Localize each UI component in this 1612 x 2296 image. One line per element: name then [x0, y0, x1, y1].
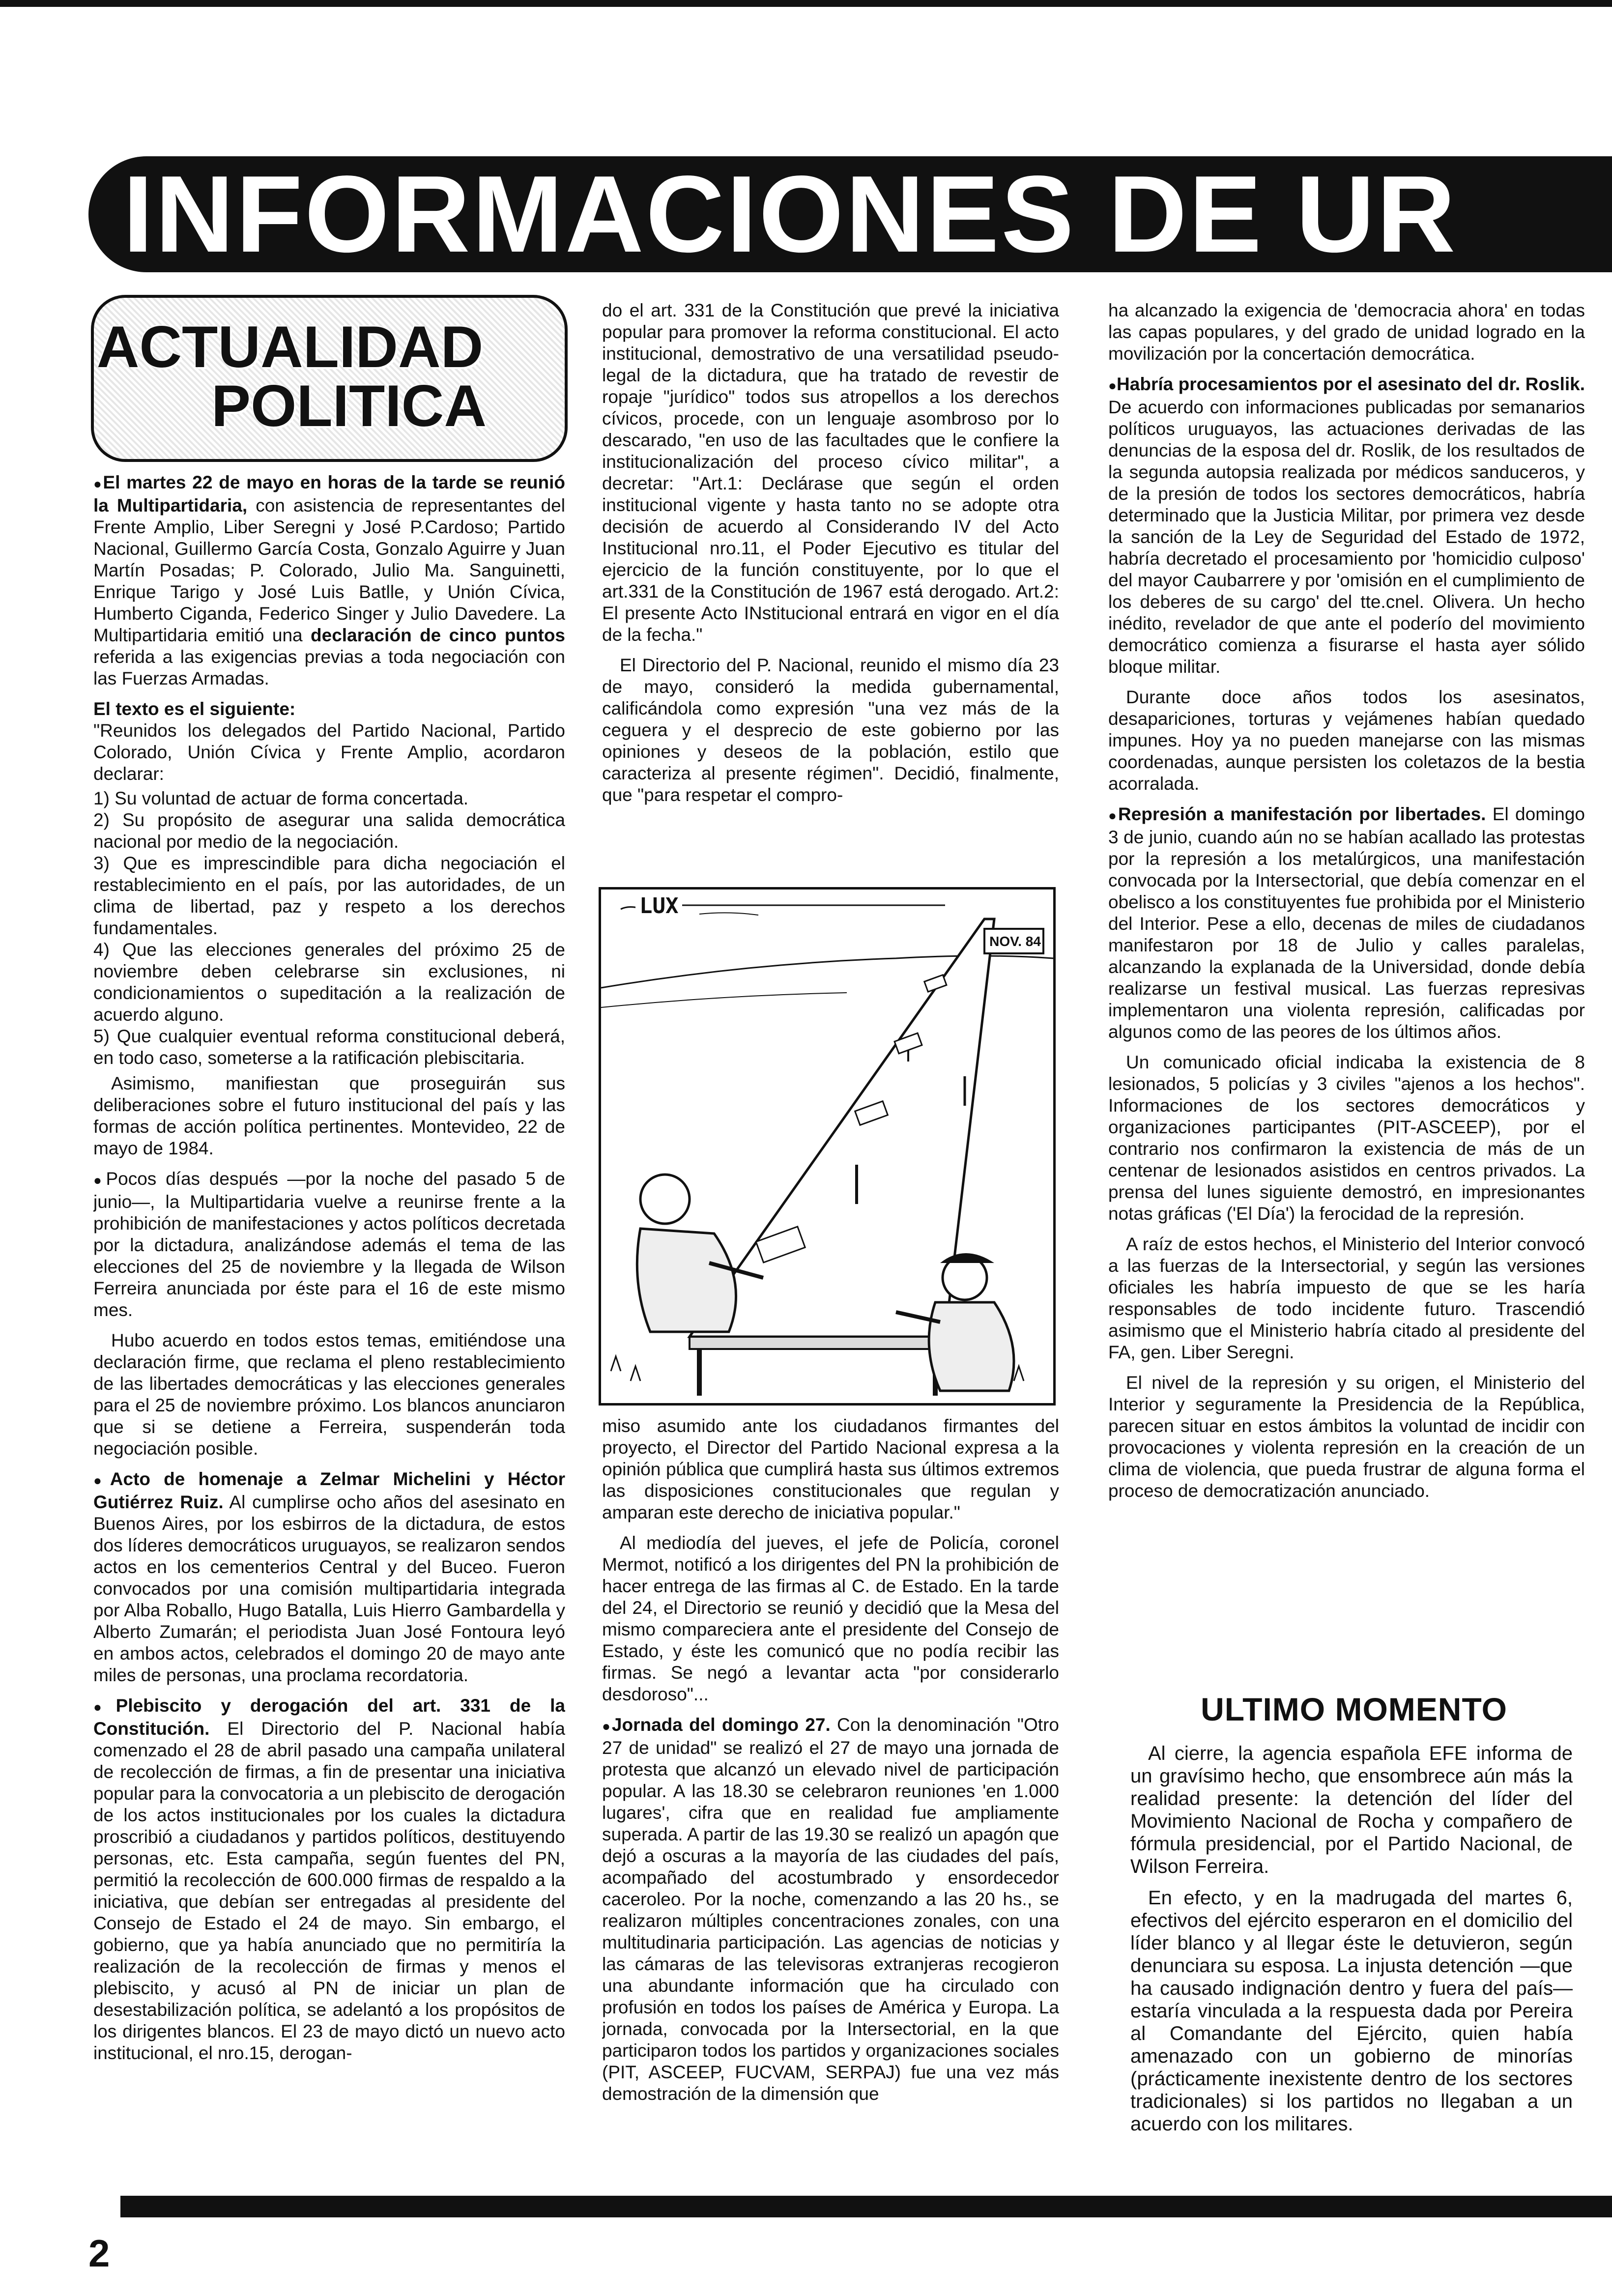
article-paragraph — [93, 1468, 565, 1686]
article-text: El Directorio del P. Nacional había comenzado el 28 de abril pasado una campaña unilateral de recolección de firmas, a fin de presentar una iniciativa popular para la convocatoria a un plebiscito de derogación de los actos institucionales por los cuales la dictadura proscribió a ciudadanos y partidos políticos, destituyendo personas, etc. Esta campaña, según fuentes del PN, permitió la recolección de 600.000 firmas de respaldo a la iniciativa, que debían ser entregadas al presidente del Consejo de Estado el 24 de mayo. Sin embargo, el gobierno, que ya había anunciado que no permitiría la realización de la recolección de firmas y menos el plebiscito, y acusó al PN de iniciar un plan de desestabilización política, se adelantó a los propósitos de los dirigentes blancos. El 23 de mayo dictó un nuevo acto institucional, el nro.15, derogan- — [93, 1719, 565, 2063]
article-paragraph — [93, 1695, 565, 2064]
article-text: Al cumplirse ocho años del asesinato en Buenos Aires, por los esbirros de la dictadura, de estos dos líderes democráticos uruguayos, se realizaron sendos actos en los cementerios Central y del Buceo. Fueron convocados por una comisión multipartidaria integrada por Alba Roballo, Hugo Batalla, Luis Hierro Gambardella y Alberto Zumarán; el periodista Juan José Fontoura leyó en ambos actos, celebrados el domingo 20 de mayo ante miles de personas, una proclama recordatoria. — [93, 1492, 565, 1685]
cartoon-calendar-tag: NOV. 84 — [989, 934, 1041, 949]
article-lead: ● Plebiscito y derogación del art. 331 de la Constitución. — [93, 1695, 565, 1739]
list-item: 5) Que cualquier eventual reforma constitucional deberá, en todo caso, someterse a la ratificación plebiscitaria. — [93, 1026, 565, 1068]
article-text: referida a las exigencias previas a toda negociación con las Fuerzas Armadas. — [93, 647, 565, 689]
list-item: 2) Su propósito de asegurar una salida democrática nacional por medio de la negociación. — [93, 810, 565, 852]
list-item: 3) Que es imprescindible para dicha negociación el restablecimiento en el país, por las autoridades, de un clima de libertad, paz y respeto a los derechos fundamentales. — [93, 853, 565, 938]
article-paragraph: En efecto, y en la madrugada del martes 6, efectivos del ejército esperaron en el domicilio del líder blanco y al llegar éste le detuvieron, según denunciara su esposa. La injusta detención —que ha causado indignación dentro y fuera del país— estaría vinculada a la respuesta dada por Pereira al Comandante del Ejército, quien había amenazado con un gobierno de minorías (prácticamente inexistente dentro de los sectores tradicionales) si los partidos no llegaban a un acuerdo con los militares. — [1130, 1887, 1573, 2135]
article-paragraph: Durante doce años todos los asesinatos, desapariciones, torturas y vejámenes habían quedado impunes. Hoy ya no pueden manejarse con las mismas coordenadas, aunque persisten los coletazos de la bestia acorralada. — [1108, 687, 1585, 794]
article-lead: ● Acto de homenaje a Zelmar Michelini y Héctor Gutiérrez Ruiz. — [93, 1469, 565, 1512]
article-paragraph — [1108, 373, 1585, 678]
article-paragraph: El nivel de la represión y su origen, el Ministerio del Interior y seguramente la Presidencia de la República, parecen situar en estos ámbitos la voluntad de incidir con provocaciones y violenta represión en la creación de un clima de violencia, que pueda frustrar de alguna forma el proceso de democratización anunciado. — [1108, 1373, 1585, 1501]
article-text: con asistencia de representantes del Frente Amplio, Liber Seregni y José P.Cardoso; Partido Nacional, Guillermo García Costa, Gonzalo Aguirre y Juan Martín Posadas; P. Colorado, Julio Ma. Sanguinetti, Enrique Tarigo y José Luis Batlle, y Unión Cívica, Humberto Ciganda, Federico Singer y Julio Davedere. La Multipartidaria emitió una — [93, 495, 565, 645]
article-paragraph: Asimismo, manifiestan que proseguirán sus deliberaciones sobre el futuro institucional del país y las formas de acción política pertinentes. Montevideo, 22 de mayo de 1984. — [93, 1073, 565, 1158]
article-paragraph: A raíz de estos hechos, el Ministerio del Interior convocó a las fuerzas de la Intersectorial, y según las versiones oficiales les habría impuesto de que se les haría responsables de todo incidente futuro. Trascendió asimismo que el Ministerio habría citado al presidente del FA, gen. Liber Seregni. — [1108, 1234, 1585, 1362]
page-number: 2 — [88, 2232, 110, 2275]
article-paragraph — [1108, 804, 1585, 1043]
article-text: De acuerdo con informaciones publicadas por semanarios políticos uruguayos, las actuaciones derivadas de las denuncias de la esposa del dr. Roslik, de los resultados de la segunda autopsia realizada por médicos sanduceros, y de la presión de todos los sectores democráticos, habría determinado que la Justicia Militar, por primera vez desde la sanción de la Ley de Seguridad del Estado de 1972, habría decretado el procesamiento por 'homicidio culposo' del mayor Caubarrere y por 'omisión en el cumplimiento de los deberes de su cargo' del tte.cnel. Olivera. Un hecho inédito, revelador de que ante el poderío del movimiento democrático comienza a fisurarse el hasta ayer sólido bloque militar. — [1108, 397, 1585, 677]
section-heading-line1: ACTUALIDAD — [96, 314, 484, 380]
article-lead: ● Habría procesamientos por el asesinato del dr. Roslik. — [1108, 374, 1585, 394]
article-lead: El texto es el siguiente: — [93, 699, 296, 719]
article-text: Con la denominación "Otro 27 de unidad" se realizó el 27 de mayo una jornada de protesta que alcanzó un elevado nivel de participación popular. A las 18.30 se celebraron reuniones 'en 1.000 lugares', cifra que en realidad fue ampliamente superada. A partir de las 19.30 se realizó un apagón que dejó a oscuras a la mayoría de las ciudades del país, acompañado del acostumbrado y ensordecedor caceroleo. Por la noche, comenzando a las 20 hs., se realizaron múltiples concentraciones zonales, con una multitudinaria participación. Las agencias de noticias y las cámaras de las televisoras extranjeras recogieron una abundante información que ha circulado con profusión en todos los países de América y Europa. La jornada, convocada por la Intersectorial, en la que participaron todos los partidos y organizaciones sociales (PIT, ASCEEP, FUCVAM, SERPAJ) fue una vez más demostración de la dimensión que — [602, 1715, 1059, 2104]
column-3 — [1108, 300, 1585, 1661]
column-2-top — [602, 300, 1059, 860]
column-2-bottom — [602, 1415, 1059, 2148]
breaking-news-column — [1130, 1742, 1573, 2155]
article-paragraph: Un comunicado oficial indicaba la existencia de 8 lesionados, 5 policías y 3 civiles "ajenos a los hechos". Informaciones de los sectores democráticos y organizaciones participantes (PIT-ASCEEP), por el contrario nos confirmaron la existencia de más de un centenar de lesionados asistidos en centros privados. La prensa del lunes siguiente demostró, en impresionantes notas gráficas ('El Día') la ferocidad de la represión. — [1108, 1052, 1585, 1224]
article-paragraph: ha alcanzado la exigencia de 'democracia ahora' en todas las capas populares, y del grado de unidad logrado en la movilización por la concertación democrática. — [1108, 300, 1585, 364]
article-lead: ● El martes 22 de mayo en horas de la tarde se reunió la Multipartidaria, — [93, 472, 565, 516]
article-paragraph — [93, 698, 565, 785]
section-heading-line2: POLITICA — [211, 373, 487, 439]
article-paragraph: Al cierre, la agencia española EFE informa de un gravísimo hecho, que ensombrece aún más la realidad presente: la detención del líder del Movimiento Nacional de Rocha y compañero de fórmula presidencial, por el Partido Nacional, de Wilson Ferreira. — [1130, 1743, 1573, 1877]
article-lead: ● Jornada del domingo 27. — [602, 1715, 831, 1735]
article-paragraph: ● Pocos días después —por la noche del pasado 5 de junio—, la Multipartidaria vuelve a reunirse frente a la prohibición de manifestaciones y actos políticos decretada por la dictadura, analizándose además el tema de las elecciones del 25 de noviembre y la llegada de Wilson Ferreira anunciada por éste para el 16 de este mismo mes. — [93, 1168, 565, 1321]
page-title: INFORMACIONES DE UR — [123, 153, 1458, 275]
list-item: 1) Su voluntad de actuar de forma concertada. — [93, 788, 469, 808]
article-paragraph: Hubo acuerdo en todos estos temas, emitiéndose una declaración firme, que reclama el pleno restablecimiento de las libertades democráticas y las elecciones generales para el 25 de noviembre próximo. Los blancos anunciaron que si se detiene a Ferreira, suspenderán toda negociación posible. — [93, 1330, 565, 1459]
footer-bar — [120, 2196, 1612, 2217]
cartoon-drawing — [601, 890, 1053, 1403]
top-rule — [0, 0, 1612, 7]
article-lead: ● Represión a manifestación por libertades. — [1108, 804, 1486, 824]
article-paragraph — [602, 1714, 1059, 2105]
article-paragraph: El Directorio del P. Nacional, reunido el mismo día 23 de mayo, consideró la medida gubernamental, calificándola como expresión "una vez más de la ceguera y el desprecio de este gobierno por las opiniones y deseos de la población, estilo que caracteriza al presente régimen". Decidió, finalmente, que "para respetar el compro- — [602, 655, 1059, 805]
breaking-news-heading: ULTIMO MOMENTO — [1201, 1691, 1507, 1727]
article-text: "Reunidos los delegados del Partido Nacional, Partido Colorado, Unión Cívica y Frente Amplio, acordaron declarar: — [93, 720, 565, 784]
declaration-list — [93, 788, 565, 1069]
column-1 — [93, 472, 565, 2138]
section-heading-box — [91, 295, 568, 462]
cartoon-signature: LUX — [635, 893, 682, 918]
list-item: 4) Que las elecciones generales del próximo 25 de noviembre deben celebrarse sin exclusiones, ni condicionamientos o supeditación a la realización de acuerdo alguno. — [93, 940, 565, 1025]
article-paragraph: miso asumido ante los ciudadanos firmantes del proyecto, el Director del Partido Nacional expresa a la opinión pública que cumplirá hasta sus últimos extremos las disposiciones constitucionales que regulan y amparan este derecho de iniciativa popular." — [602, 1416, 1059, 1522]
cartoon-illustration — [599, 887, 1056, 1406]
article-paragraph: do el art. 331 de la Constitución que prevé la iniciativa popular para promover la reforma constitucional. El acto institucional, demostrativo de una versatilidad pseudo-legal de la dictadura, que ha tratado de revestir de ropaje "jurídico" todos sus atropellos a los derechos cívicos, procede, con un lenguaje asombroso por lo descarado, "en uso de las facultades que le confiere la institucionalización del proceso cívico militar", a decretar: "Art.1: Declárase que según el orden institucional vigente y hasta tanto no se adopte otra decisión de acuerdo al Considerando IV del Acto Institucional nro.11, el Poder Ejecutivo es titular del ejercicio de la función constituyente, por lo que el art.331 de la Constitución de 1967 está derogado. Art.2: El presente Acto INstitucional entrará en vigor en el día de la fecha." — [602, 300, 1059, 645]
article-paragraph — [93, 472, 565, 689]
article-text: El domingo 3 de junio, cuando aún no se habían acallado las protestas por la represión a los metalúrgicos, una manifestación convocada por la Intersectorial, que debía comenzar en el obelisco a los constituyentes fue prohibida por el Ministerio del Interior. Pese a ello, decenas de miles de ciudadanos manifestaron por 18 de Julio y calles paralelas, alcanzando la explanada de la Universidad, donde debía realizarse un festival musical. Las fuerzas represivas implementaron una violenta represión, calificadas por algunos como de las peores de los últimos años. — [1108, 804, 1585, 1042]
article-paragraph: Al mediodía del jueves, el jefe de Policía, coronel Mermot, notificó a los dirigentes del PN la prohibición de hacer entrega de las firmas al C. de Estado. En la tarde del 24, el Directorio se reunió y decidió que la Mesa del mismo compareciera ante el presidente del Consejo de Estado, y éste les comunicó que no podía recibir las firmas. Se negó a levantar acta "por considerarlo desdoroso"... — [602, 1533, 1059, 1704]
article-bold: declaración de cinco puntos — [311, 625, 565, 645]
